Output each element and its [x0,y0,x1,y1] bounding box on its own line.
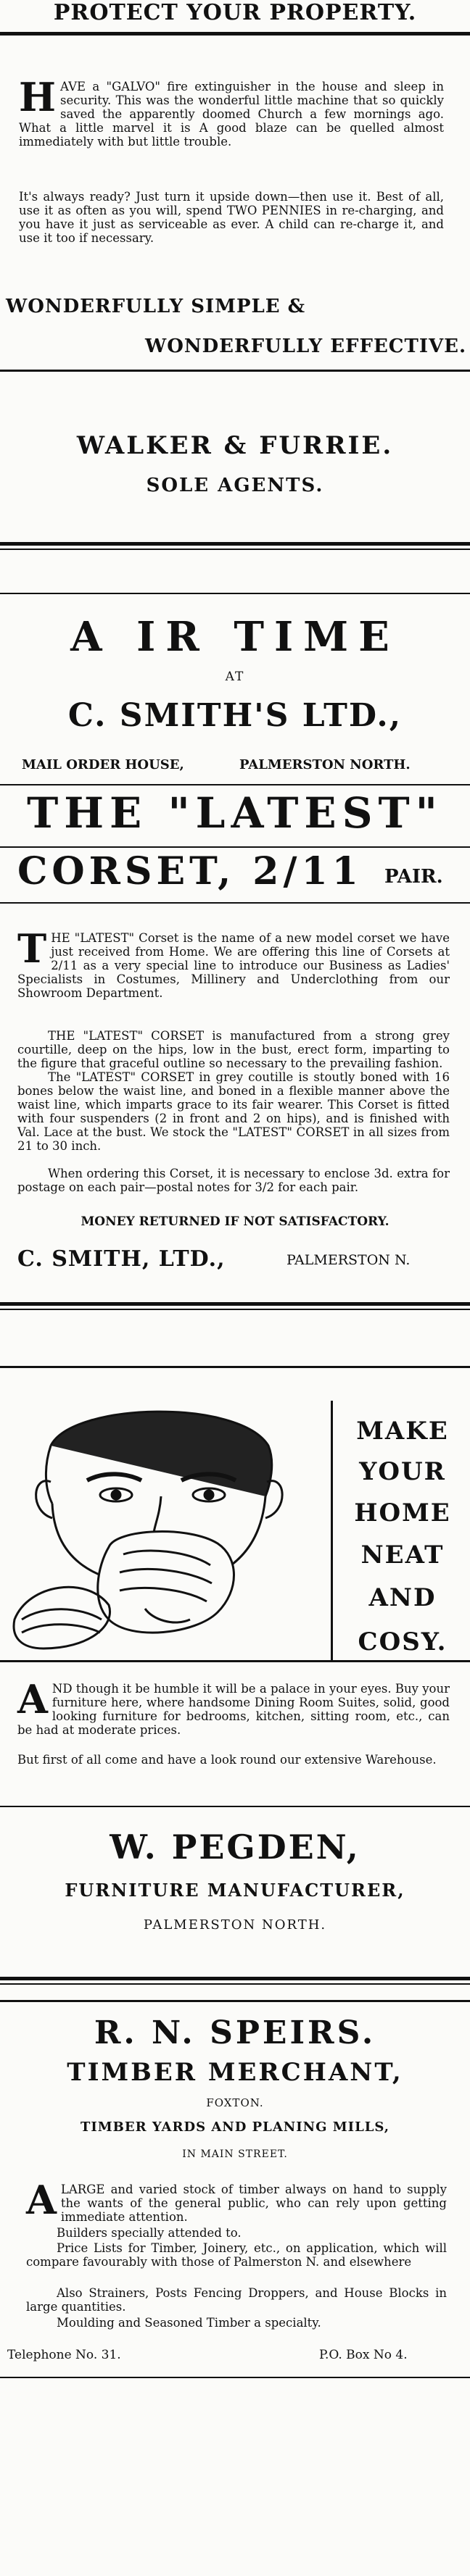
pegden-trade: FURNITURE MANUFACTURER, [65,1880,405,1901]
speirs-paragraph-1 [26,2177,447,2224]
drop-cap: A [17,1676,48,1722]
rule [0,846,470,848]
side-word-2: YOUR [359,1457,446,1486]
smith-signature-town: PALMERSTON N. [286,1252,411,1268]
rule [0,1977,470,1980]
rule [0,1983,470,1985]
rule [0,2000,470,2002]
rule [0,542,470,546]
galvo-paragraph-1-text: AVE a "GALVO" fire extinguisher in the house and sleep in security. This was the wonderful little machine that so quickly saved the apparently doomed Church a few mornings ago. What a little marvel it is A good blaze can be quelled almost immediately with but little trouble. [19,80,444,149]
drop-cap: A [26,2177,57,2223]
rule [0,370,470,372]
speirs-phone: Telephone No. 31. [7,2348,121,2362]
vertical-rule [331,1401,333,1660]
smith-paragraph-2: THE "LATEST" CORSET is manufactured from a strong grey courtille, deep on the hips, low in the bust, erect form, imparting to the figure that graceful outline so necessary to the prevailing fashion. [17,1029,450,1070]
agents-name: WALKER & FURRIE. [76,431,394,460]
speirs-paragraph-1-text: LARGE and varied stock of timber always on hand to supply the wants of the general public, who can rely upon getting immediate attention. [60,2183,447,2224]
speirs-yards: TIMBER YARDS AND PLANING MILLS, [80,2119,390,2135]
latest-headline: THE "LATEST" [27,788,443,838]
galvo-slogan-2: WONDERFULLY EFFECTIVE. [145,335,467,357]
side-word-5: AND [368,1583,437,1612]
rule [0,1366,470,1368]
smith-firm: C. SMITH'S LTD., [67,697,403,734]
rule [0,549,470,550]
mail-order-label: MAIL ORDER HOUSE, [22,757,184,772]
pegden-paragraph-1 [17,1676,450,1737]
rule [0,593,470,594]
speirs-paragraph-5: Moulding and Seasoned Timber a specialty. [57,2316,321,2330]
speirs-name: R. N. SPEIRS. [94,2014,376,2051]
rule [0,2377,470,2378]
agents-role: SOLE AGENTS. [146,475,324,496]
galvo-paragraph-2: It's always ready? Just turn it upside down—then use it. Best of all, use it as often as you will, spend TWO PENNIES in re-charging, and you have it just as serviceable as ever. A child can re-charge it, and use it too if necessary. [19,190,444,245]
smith-town: PALMERSTON NORTH. [239,757,411,772]
rule [0,1302,470,1306]
pegden-name: W. PEGDEN, [110,1827,360,1867]
drop-cap: T [17,925,47,972]
smith-paragraph-4: When ordering this Corset, it is necessary to enclose 3d. extra for postage on each pair—postal notes for 3/2 for each pair. [17,1167,450,1194]
rule [0,902,470,904]
speirs-street: IN MAIN STREET. [182,2148,288,2160]
pointing-man-illustration [0,1402,332,1659]
side-word-6: COSY. [358,1627,448,1656]
speirs-pobox: P.O. Box No 4. [319,2348,408,2362]
rule [0,784,470,785]
rule [0,1309,470,1310]
speirs-paragraph-4: Also Strainers, Posts Fencing Droppers, and House Blocks in large quantities. [26,2286,447,2314]
side-word-4: NEAT [360,1541,445,1570]
pegden-paragraph-1-text: ND though it be humble it will be a palace in your eyes. Buy your furniture here, where handsome Dining Room Suites, solid, good looking furniture for bedrooms, kitchen, sitting room, etc., can be had at moderate prices. [17,1682,450,1737]
speirs-trade: TIMBER MERCHANT, [67,2058,403,2087]
smith-signature: C. SMITH, LTD., [17,1246,226,1272]
pegden-town: PALMERSTON NORTH. [143,1917,327,1933]
smith-paragraph-1-text: HE "LATEST" Corset is the name of a new model corset we have just received from Home. We are offering this line of Corsets at 2/11 as a very special line to introduce our Business as Ladies' Specialists in Costumes, Millinery and Underclothing from our Showroom Department. [17,931,450,1000]
speirs-paragraph-2: Builders specially attended to. [57,2226,242,2240]
money-back-note: MONEY RETURNED IF NOT SATISFACTORY. [81,1214,389,1229]
smith-at: AT [225,670,245,684]
rule [0,1660,470,1662]
smith-paragraph-1 [17,925,450,1000]
drop-cap: H [19,74,57,120]
pegden-paragraph-2: But first of all come and have a look round our extensive Warehouse. [17,1753,437,1767]
side-word-1: MAKE [356,1417,449,1446]
rule [0,32,470,36]
side-word-3: HOME [354,1499,451,1527]
speirs-town: FOXTON. [206,2096,264,2109]
speirs-paragraph-3: Price Lists for Timber, Joinery, etc., on application, which will compare favourably with those of Palmerston N. and elsewhere [26,2241,447,2269]
galvo-headline: PROTECT YOUR PROPERTY. [53,0,417,25]
smith-paragraph-3: The "LATEST" CORSET in grey coutille is stoutly boned with 16 bones below the waist line, and boned in a flexible manner above the waist line, which imparts grace to its fair wearer. This Corset is fitted with four suspenders (2 in front and 2 on hips), and is finished with Val. Lace at the bust. We stock the "LATEST" CORSET in all sizes from 21 to 30 inch. [17,1070,450,1153]
smith-headline: A IR TIME [70,613,400,661]
price-unit: PAIR. [384,866,443,888]
galvo-paragraph-1 [19,74,444,149]
corset-price: CORSET, 2/11 [17,849,363,893]
galvo-slogan-1: WONDERFULLY SIMPLE & [6,296,306,317]
rule [0,1806,470,1807]
